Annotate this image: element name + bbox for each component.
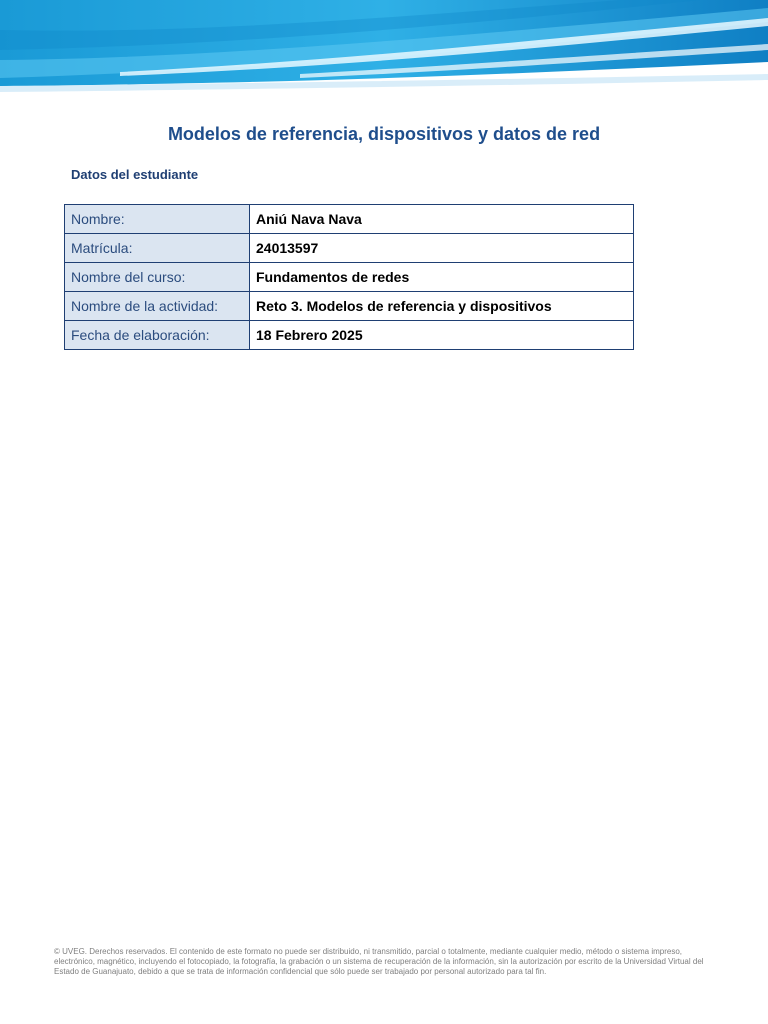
label-fecha: Fecha de elaboración: xyxy=(65,321,250,350)
table-row xyxy=(65,292,634,321)
value-curso: Fundamentos de redes xyxy=(250,263,634,292)
label-actividad: Nombre de la actividad: xyxy=(65,292,250,321)
document-title: Modelos de referencia, dispositivos y datos de red xyxy=(167,124,601,144)
value-matricula: 24013597 xyxy=(250,234,634,263)
value-nombre: Aniú Nava Nava xyxy=(250,205,634,234)
table-row xyxy=(65,263,634,292)
label-nombre: Nombre: xyxy=(65,205,250,234)
label-curso: Nombre del curso: xyxy=(65,263,250,292)
value-fecha: 18 Febrero 2025 xyxy=(250,321,634,350)
table-row xyxy=(65,234,634,263)
value-actividad: Reto 3. Modelos de referencia y dispositivos xyxy=(250,292,634,321)
student-info-table xyxy=(64,204,634,350)
section-heading: Datos del estudiante xyxy=(71,167,199,182)
table-row xyxy=(65,321,634,350)
banner-graphic xyxy=(0,0,768,96)
copyright-footer: © UVEG. Derechos reservados. El contenido de este formato no puede ser distribuido, ni transmitido, parcial o totalmente, mediante cualquier medio, método o sistema impreso, electrónico, magnético, incluyendo el fotocopiado, la fotografía, la grabación o un sistema de recuperación de la información, sin la autorización por escrito de la Universidad Virtual del Estado de Guanajuato, debido a que se trata de información confidencial que sólo puede ser trabajado por personal autorizado para tal fin. xyxy=(54,947,704,976)
table-row xyxy=(65,205,634,234)
header-banner xyxy=(0,0,768,96)
label-matricula: Matrícula: xyxy=(65,234,250,263)
